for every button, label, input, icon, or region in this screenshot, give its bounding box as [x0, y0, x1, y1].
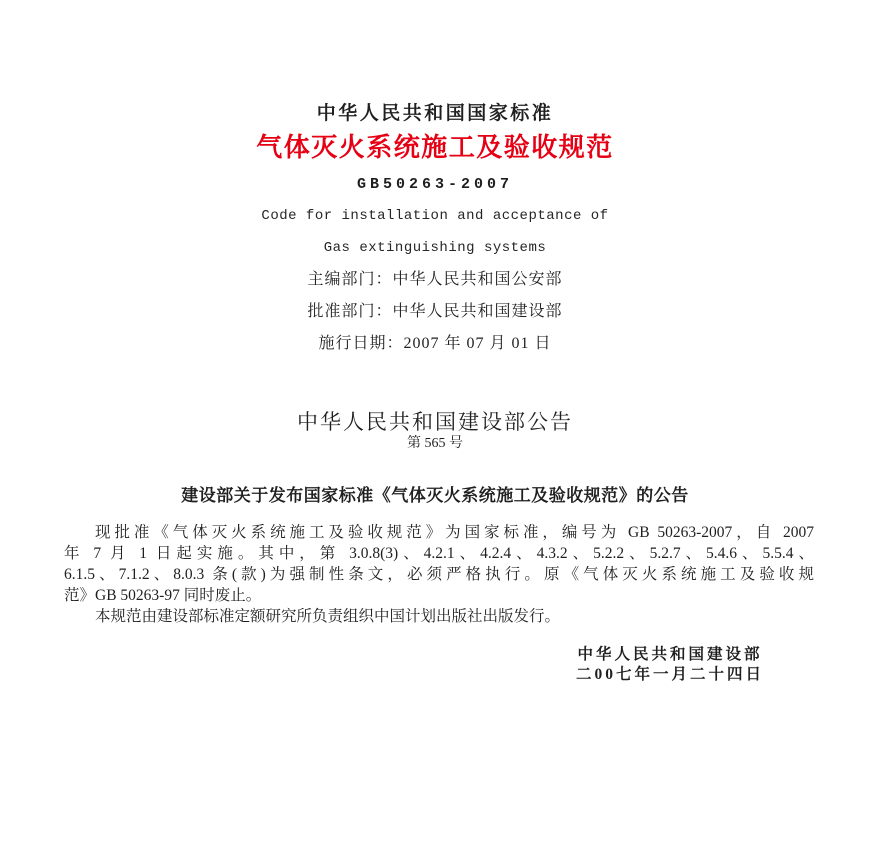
standard-title-en-line2: Gas extinguishing systems [323, 240, 547, 256]
body-line-3: 6.1.5、7.1.2、8.0.3 条(款)为强制性条文，必须严格执行。原《气体灭火系统施工及验收规 [64, 566, 814, 583]
approval-department-line: 批准部门：中华人民共和国建设部 [307, 303, 563, 320]
effective-date-line: 施行日期：2007 年 07 月 01 日 [318, 335, 552, 352]
signature-inner [576, 645, 764, 685]
standard-title-en-line1: Code for installation and acceptance of [261, 208, 609, 224]
announcement-body [64, 522, 814, 627]
body-line-4: 范》GB 50263-97 同时废止。 [64, 587, 262, 604]
signature-date: 二00七年一月二十四日 [575, 666, 764, 683]
signature-organization: 中华人民共和国建设部 [577, 646, 763, 663]
body-line-2: 年 7 月 1 日起实施。其中，第 3.0.8(3)、4.2.1、4.2.4、4.3.2、5.2.2、5.2.7、5.4.6、5.5.4、 [64, 545, 814, 562]
announcement-issuer-title: 中华人民共和国建设部公告 [297, 410, 573, 434]
signature-block [0, 645, 870, 685]
body-line-1: 现批准《气体灭火系统施工及验收规范》为国家标准，编号为 GB 50263-2007，自 2007 [95, 524, 814, 541]
announcement-number: 第 565 号 [407, 436, 463, 451]
standard-title-cn: 气体灭火系统施工及验收规范 [256, 133, 614, 162]
announcement-heading: 建设部关于发布国家标准《气体灭火系统施工及验收规范》的公告 [181, 486, 689, 505]
standard-number: GB50263-2007 [356, 176, 514, 193]
body-line-5: 本规范由建设部标准定额研究所负责组织中国计划出版社出版发行。 [95, 608, 561, 625]
standard-label: 中华人民共和国国家标准 [316, 103, 554, 124]
chief-department-line: 主编部门：中华人民共和国公安部 [307, 271, 563, 288]
